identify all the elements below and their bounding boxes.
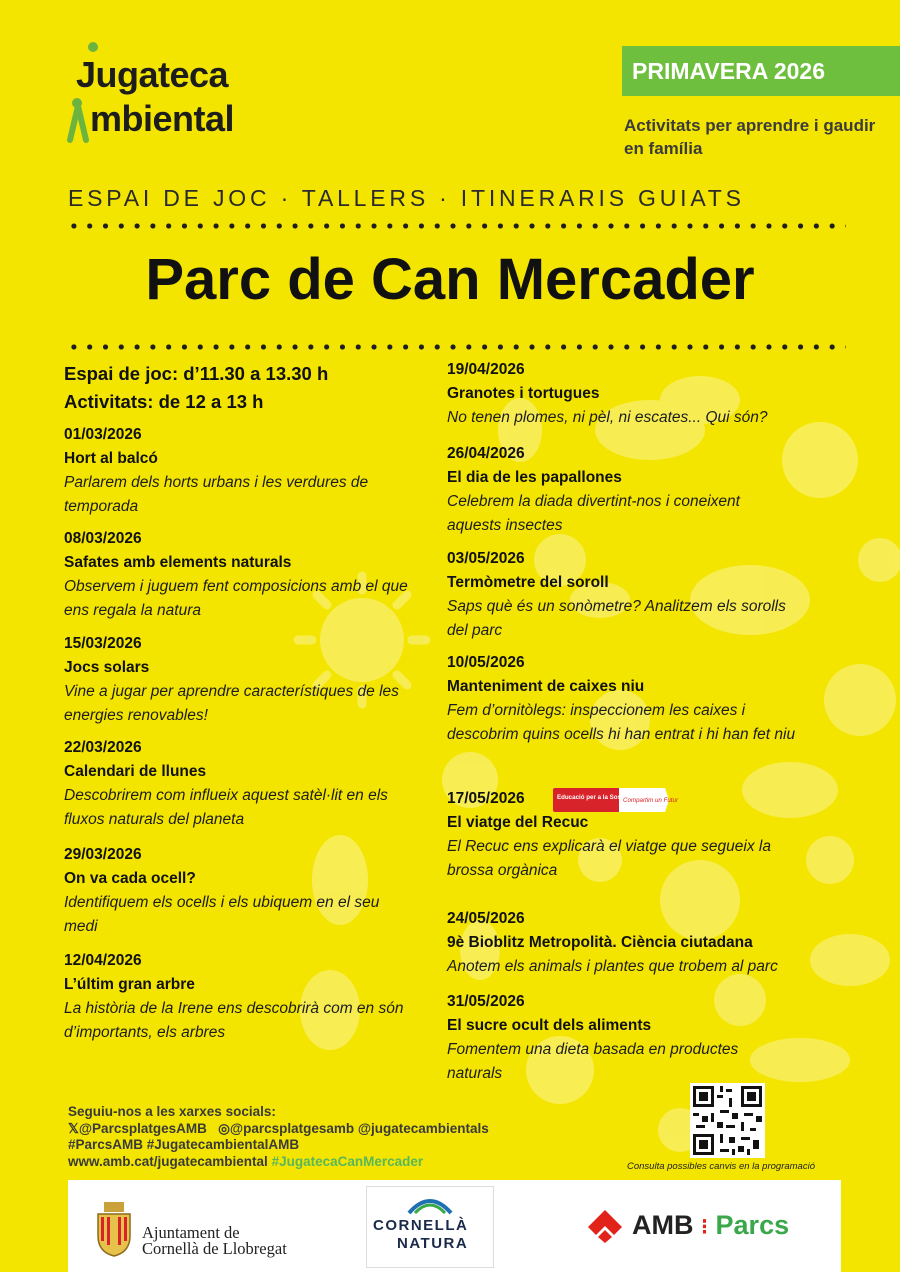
event-item bbox=[447, 442, 797, 538]
event-description: Vine a jugar per aprendre característiques de les energies renovables! bbox=[64, 683, 399, 724]
page-title: Parc de Can Mercader bbox=[145, 247, 755, 312]
social-heading: Seguiu-nos a les xarxes socials: bbox=[68, 1104, 276, 1119]
cornella-line-1: CORNELLÀ bbox=[373, 1217, 469, 1234]
event-title: On va cada ocell? bbox=[64, 870, 196, 887]
schedule-play: Espai de joc: d’11.30 a 13.30 h bbox=[64, 363, 329, 384]
logo-dot-icon bbox=[88, 42, 98, 52]
event-date: 01/03/2026 bbox=[64, 426, 142, 443]
qr-code-icon[interactable] bbox=[690, 1083, 765, 1158]
event-date: 29/03/2026 bbox=[64, 846, 142, 863]
website-link[interactable]: www.amb.cat/jugatecambiental bbox=[68, 1153, 268, 1169]
event-title: Safates amb elements naturals bbox=[64, 554, 292, 571]
event-description: Identifiquem els ocells i els ubiquem en el seu medi bbox=[64, 894, 380, 935]
amb-diamond-icon bbox=[586, 1208, 624, 1244]
event-date: 31/05/2026 bbox=[447, 993, 525, 1010]
event-title: L’últim gran arbre bbox=[64, 976, 195, 993]
event-date: 22/03/2026 bbox=[64, 739, 142, 756]
event-item bbox=[64, 736, 414, 832]
x-logo-icon: 𝕏 bbox=[68, 1120, 79, 1136]
ajuntament-line-1: Ajuntament de bbox=[142, 1223, 240, 1242]
event-title: Termòmetre del soroll bbox=[447, 574, 609, 591]
event-item bbox=[447, 651, 797, 747]
schedule-activities: Activitats: de 12 a 13 h bbox=[64, 391, 264, 412]
season-badge: PRIMAVERA 2026 bbox=[622, 46, 900, 96]
event-item bbox=[447, 787, 797, 883]
ajuntament-name bbox=[142, 1225, 287, 1257]
badge-right-text: Compartim un Futur bbox=[623, 797, 679, 804]
dotted-divider bbox=[66, 344, 846, 350]
amb-parcs-logo bbox=[586, 1206, 826, 1246]
event-title: Calendari de llunes bbox=[64, 763, 207, 780]
jugateca-ambiental-logo bbox=[68, 40, 328, 145]
event-title: El dia de les papallones bbox=[447, 469, 622, 486]
instagram-handles[interactable]: @parcsplatgesamb @jugatecambientals bbox=[229, 1120, 489, 1136]
event-date: 15/03/2026 bbox=[64, 635, 142, 652]
amb-parcs-text bbox=[632, 1210, 789, 1241]
event-date: 03/05/2026 bbox=[447, 550, 525, 567]
event-item bbox=[447, 547, 797, 643]
logo-line-2: mbiental bbox=[90, 98, 235, 139]
event-description: No tenen plomes, ni pèl, ni escates... Qui són? bbox=[447, 409, 768, 426]
event-item bbox=[64, 843, 414, 939]
social-hashtags: #ParcsAMB #JugatecambientalAMB bbox=[68, 1137, 300, 1152]
event-date: 17/05/2026 bbox=[447, 790, 525, 807]
event-title: 9è Bioblitz Metropolità. Ciència ciutadana bbox=[447, 934, 753, 951]
event-description: Descobrirem com influeix aquest satèl·lit en els fluxos naturals del planeta bbox=[64, 787, 388, 828]
event-item bbox=[64, 632, 414, 728]
event-description: Fomentem una dieta basada en productes naturals bbox=[447, 1041, 739, 1082]
event-description: La història de la Irene ens descobrirà com en són d’importants, els arbres bbox=[64, 1000, 404, 1041]
sustainability-badge bbox=[553, 788, 679, 812]
event-title: Granotes i tortugues bbox=[447, 385, 600, 402]
event-date: 19/04/2026 bbox=[447, 361, 525, 378]
event-title: El viatge del Recuc bbox=[447, 814, 589, 831]
qr-note: Consulta possibles canvis en la programació bbox=[627, 1161, 815, 1172]
ajuntament-line-2: Cornellà de Llobregat bbox=[142, 1239, 287, 1258]
event-description: Observem i juguem fent composicions amb el que ens regala la natura bbox=[64, 578, 408, 619]
social-handles-row bbox=[68, 1121, 489, 1138]
event-title: Hort al balcó bbox=[64, 450, 158, 467]
categories-heading: ESPAI DE JOC · TALLERS · ITINERARIS GUIATS bbox=[68, 185, 745, 211]
logo-line-1: Jugateca bbox=[76, 54, 229, 95]
event-description: El Recuc ens explicarà el viatge que segueix la brossa orgànica bbox=[447, 838, 771, 879]
instagram-icon: ◎ bbox=[218, 1120, 230, 1136]
coat-of-arms-icon bbox=[94, 1200, 134, 1258]
event-item bbox=[64, 527, 414, 623]
event-hashtag: #JugatecaCanMercader bbox=[271, 1153, 424, 1169]
event-date: 10/05/2026 bbox=[447, 654, 525, 671]
event-description: Celebrem la diada divertint-nos i coneixent aquests insectes bbox=[447, 493, 740, 534]
event-title: Manteniment de caixes niu bbox=[447, 678, 645, 695]
dotted-divider bbox=[66, 223, 846, 229]
tagline: Activitats per aprendre i gaudir en família bbox=[624, 116, 876, 158]
social-website-row bbox=[68, 1154, 489, 1171]
event-item bbox=[447, 907, 797, 979]
event-description: Anotem els animals i plantes que trobem al parc bbox=[447, 958, 778, 975]
event-item bbox=[447, 990, 797, 1086]
amb-text: AMB bbox=[632, 1210, 694, 1240]
event-date: 12/04/2026 bbox=[64, 952, 142, 969]
footer-logos bbox=[68, 1180, 841, 1272]
event-item bbox=[447, 358, 797, 430]
cornella-natura-logo bbox=[366, 1186, 494, 1268]
x-handle[interactable]: @ParcsplatgesAMB bbox=[78, 1120, 207, 1136]
event-date: 26/04/2026 bbox=[447, 445, 525, 462]
event-description: Saps què és un sonòmetre? Analitzem els sorolls del parc bbox=[447, 598, 786, 639]
ajuntament-logo bbox=[94, 1192, 324, 1262]
logo-a-icon bbox=[68, 100, 88, 142]
amb-separator-icon: ⁝ bbox=[701, 1214, 709, 1239]
event-description: Parlarem dels horts urbans i les verdures de temporada bbox=[64, 474, 369, 515]
event-item bbox=[64, 423, 414, 519]
social-block bbox=[68, 1104, 489, 1170]
event-item bbox=[64, 949, 414, 1045]
cornella-line-2: NATURA bbox=[397, 1235, 469, 1252]
event-date: 24/05/2026 bbox=[447, 910, 525, 927]
event-title: Jocs solars bbox=[64, 659, 150, 676]
cornella-natura-arc-icon bbox=[405, 1193, 455, 1215]
event-description: Fem d’ornitòlegs: inspeccionem les caixes i descobrim quins ocells hi han entrat i hi han fet niu bbox=[447, 702, 796, 743]
event-title: El sucre ocult dels aliments bbox=[447, 1017, 652, 1034]
badge-left-text: Educació per a la Sostenibilitat bbox=[557, 794, 649, 801]
event-date: 08/03/2026 bbox=[64, 530, 142, 547]
parcs-text: Parcs bbox=[715, 1210, 790, 1240]
